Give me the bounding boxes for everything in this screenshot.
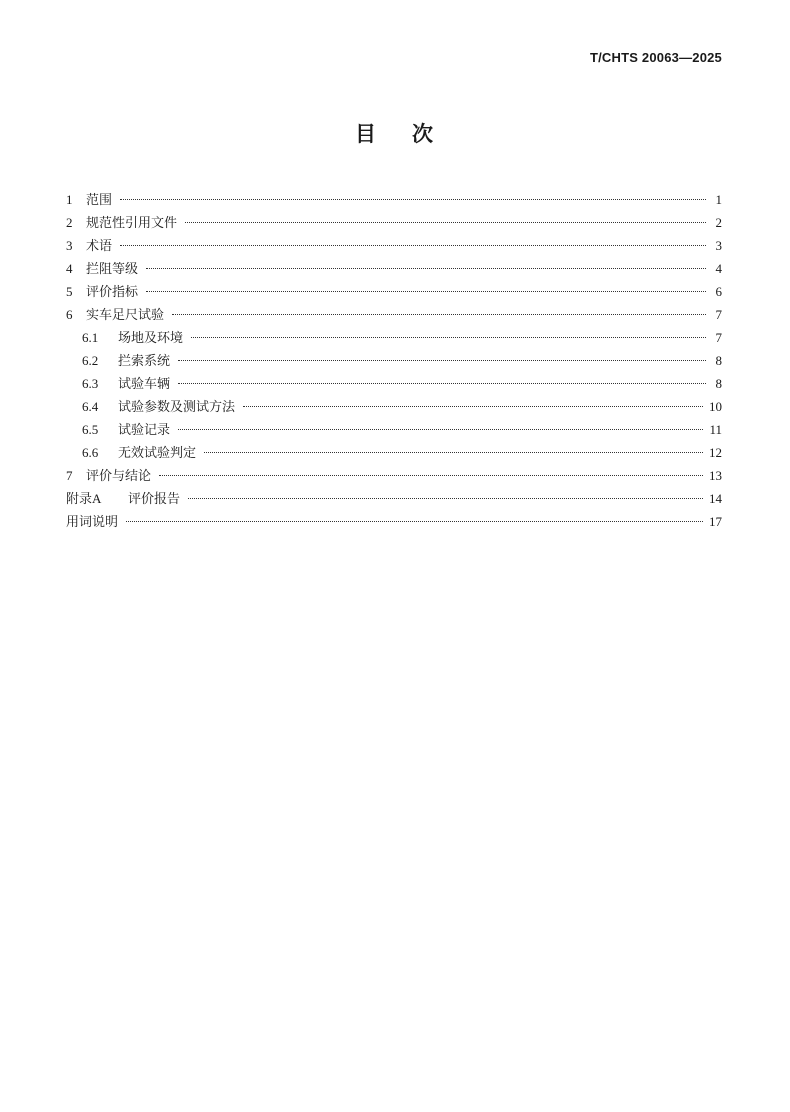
- toc-leader-dots: [159, 474, 703, 476]
- toc-entry-page: 17: [709, 514, 722, 529]
- toc-entry-label: 评价报告: [128, 492, 181, 507]
- toc-entry-label: 场地及环境: [118, 331, 184, 346]
- toc-leader-dots: [178, 428, 703, 430]
- toc-entry-arrest-levels[interactable]: [66, 257, 722, 280]
- toc-entry-label: 试验车辆: [118, 377, 171, 392]
- toc-entry-label: 术语: [86, 239, 113, 254]
- toc-entry-number: 5: [66, 284, 73, 299]
- toc-leader-dots: [188, 497, 703, 499]
- toc-leader-dots: [120, 198, 706, 200]
- toc-entry-full-scale-test[interactable]: [66, 303, 722, 326]
- toc-entry-page: 4: [715, 261, 722, 276]
- toc-entry-label: 试验参数及测试方法: [118, 400, 236, 415]
- toc-title-part1: 目: [355, 122, 378, 146]
- toc-entry-test-vehicle[interactable]: [66, 372, 722, 395]
- toc-entry-label: 评价指标: [86, 285, 139, 300]
- toc-entry-evaluation-conclusion[interactable]: [66, 464, 722, 487]
- document-code: T/CHTS 20063—2025: [589, 50, 722, 65]
- toc-entry-page: 14: [709, 491, 722, 506]
- toc-entry-page: 12: [709, 445, 722, 460]
- toc-entry-label: 试验记录: [118, 423, 171, 438]
- toc-leader-dots: [178, 359, 706, 361]
- toc-entry-number: 6.6: [82, 445, 99, 460]
- toc-entry-appendix-a[interactable]: [66, 487, 722, 510]
- toc-entry-wording-explanation[interactable]: [66, 510, 722, 533]
- toc-entry-test-parameters[interactable]: [66, 395, 722, 418]
- toc-entry-number: 附录A: [66, 491, 102, 506]
- toc-title: [0, 118, 790, 148]
- toc-entry-site-environment[interactable]: [66, 326, 722, 349]
- toc-leader-dots: [243, 405, 703, 407]
- toc-entry-label: 实车足尺试验: [86, 308, 165, 323]
- toc-list: [66, 188, 722, 533]
- toc-entry-page: 3: [715, 238, 722, 253]
- toc-entry-number: 6.4: [82, 399, 99, 414]
- toc-entry-page: 8: [715, 376, 722, 391]
- toc-entry-number: 4: [66, 261, 73, 276]
- toc-entry-number: 3: [66, 238, 73, 253]
- toc-leader-dots: [120, 244, 706, 246]
- toc-entry-label: 评价与结论: [86, 469, 152, 484]
- toc-entry-normative-references[interactable]: [66, 211, 722, 234]
- toc-entry-label: 拦阻等级: [86, 262, 139, 277]
- toc-leader-dots: [178, 382, 706, 384]
- toc-entry-number: 2: [66, 215, 73, 230]
- toc-entry-page: 2: [715, 215, 722, 230]
- toc-leader-dots: [204, 451, 703, 453]
- toc-entry-number: 7: [66, 468, 73, 483]
- toc-entry-page: 11: [709, 422, 722, 437]
- toc-entry-page: 13: [709, 468, 722, 483]
- toc-entry-label: 拦索系统: [118, 354, 171, 369]
- toc-leader-dots: [126, 520, 703, 522]
- toc-leader-dots: [185, 221, 706, 223]
- toc-entry-page: 8: [715, 353, 722, 368]
- toc-entry-scope[interactable]: [66, 188, 722, 211]
- toc-entry-number: 6.5: [82, 422, 99, 437]
- toc-leader-dots: [191, 336, 706, 338]
- toc-entry-test-records[interactable]: [66, 418, 722, 441]
- toc-entry-label: 规范性引用文件: [86, 216, 178, 231]
- toc-leader-dots: [146, 290, 706, 292]
- toc-entry-evaluation-indicators[interactable]: [66, 280, 722, 303]
- toc-leader-dots: [172, 313, 706, 315]
- toc-entry-page: 6: [715, 284, 722, 299]
- toc-entry-number: 1: [66, 192, 73, 207]
- toc-entry-terms[interactable]: [66, 234, 722, 257]
- toc-entry-label: 无效试验判定: [118, 446, 197, 461]
- toc-entry-page: 7: [715, 330, 722, 345]
- toc-entry-invalid-test[interactable]: [66, 441, 722, 464]
- toc-entry-label: 范围: [86, 193, 113, 208]
- toc-entry-number: 6.1: [82, 330, 99, 345]
- toc-entry-number: 6.2: [82, 353, 99, 368]
- toc-entry-page: 7: [715, 307, 722, 322]
- toc-title-part2: 次: [412, 122, 435, 146]
- toc-entry-page: 10: [709, 399, 722, 414]
- toc-entry-number: 6.3: [82, 376, 99, 391]
- toc-leader-dots: [146, 267, 706, 269]
- toc-entry-label: 用词说明: [66, 515, 119, 530]
- toc-entry-cable-system[interactable]: [66, 349, 722, 372]
- toc-entry-number: 6: [66, 307, 73, 322]
- toc-entry-page: 1: [715, 192, 722, 207]
